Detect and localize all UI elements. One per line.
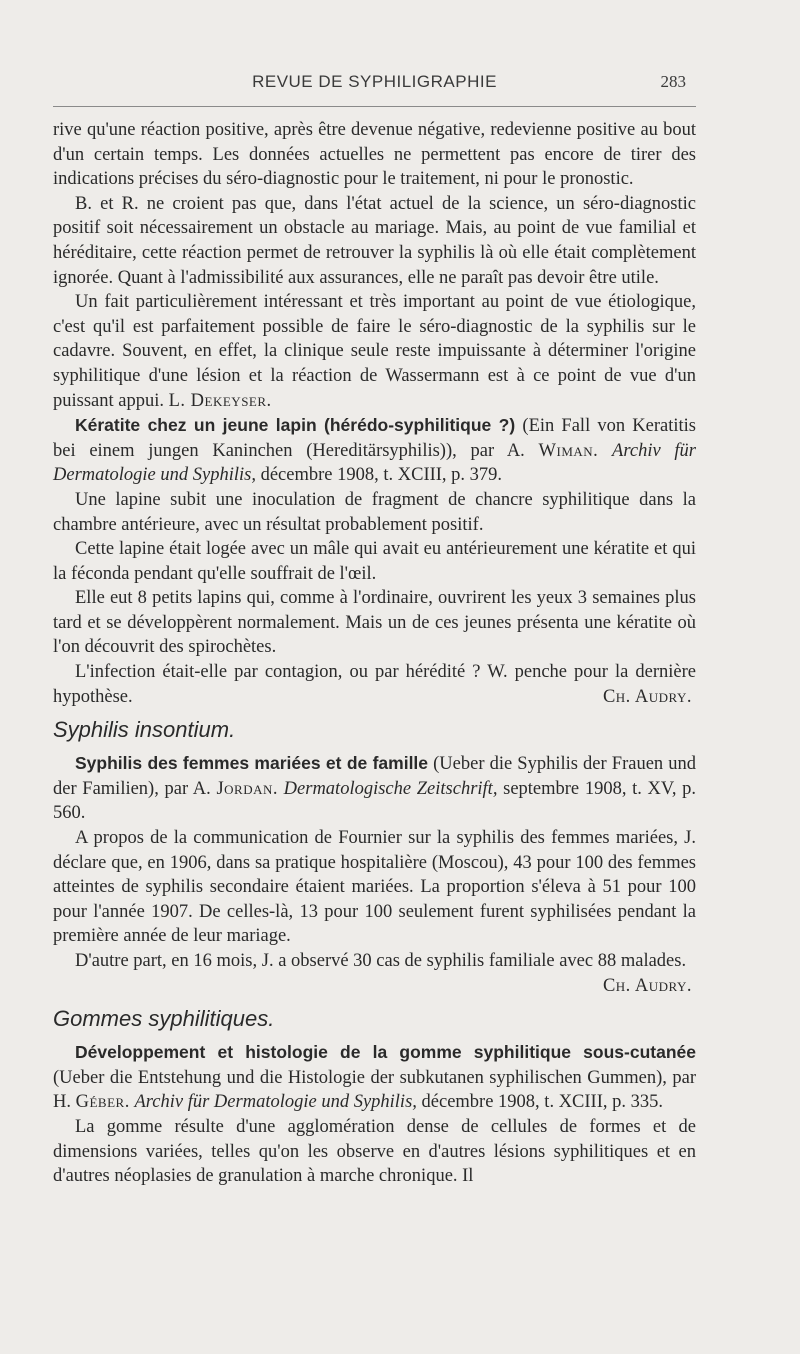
- running-title: REVUE DE SYPHILIGRAPHIE: [252, 72, 497, 91]
- keratite-journal: Archiv für Dermatologie und Syphilis,: [53, 440, 696, 486]
- intro-paragraph-3-text: Un fait particulièrement intéressant et très important au point de vue étiologique, c'est qu'il est parfaitement possible de faire le séro-diagnostic de la syphilis sur le cadavre. Souvent, en effet, la clinique seule reste impuissante à déterminer l'origine syphilitique d'une lésion et la réaction de Wassermann est à ce point de vue d'un puissant appui.: [53, 292, 696, 411]
- gomme-journal: Archiv für Dermatologie und Syphilis,: [134, 1092, 417, 1113]
- keratite-citation: (Ein Fall von Keratitis bei einem jungen Kaninchen (Hereditärsyphilis)), par A.: [53, 416, 697, 461]
- femmes-paragraph-1: A propos de la communication de Fournier sur la syphilis des femmes mariées, J. déclare que, en 1906, dans sa pratique hospitalière (Moscou), 43 pour 100 des femmes atteintes de syphilis secondaire étaient mariées. La proportion s'éleva à 51 pour 100 pour l'année 1907. De celles-là, 13 pour 100 seulement furent syphilisées pendant la première année de leur mariage.: [53, 828, 696, 947]
- gomme-citation-end: décembre 1908, t. XCIII, p. 335.: [421, 1092, 663, 1113]
- femmes-title: Syphilis des femmes mariées et de famille: [75, 753, 429, 774]
- keratite-author: Wiman.: [538, 440, 599, 461]
- femmes-journal: Dermatologische Zeitschrift,: [283, 778, 498, 799]
- keratite-title: Kératite chez un jeune lapin (hérédo-syphilitique ?): [75, 415, 516, 436]
- section-heading-insontium: Syphilis insontium.: [53, 717, 236, 743]
- gomme-citation: (Ueber die Entstehung und die Histologie der subkutanen syphilischen Gummen), par H.: [53, 1067, 696, 1113]
- intro-signature: L. Dekeyser.: [168, 390, 272, 411]
- keratite-paragraph-1: Une lapine subit une inoculation de fragment de chancre syphilitique dans la chambre antérieure, avec un résultat probablement positif.: [53, 489, 696, 535]
- gomme-heading: [53, 1040, 696, 1115]
- femmes-paragraph-2-text: D'autre part, en 16 mois, J. a observé 30 cas de syphilis familiale avec 88 malades.: [75, 951, 687, 971]
- intro-paragraph-1: rive qu'une réaction positive, après être devenue négative, redevienne positive au bout d'un certain temps. Les données actuelles ne permettent pas encore de tirer des indications précises du séro-diagnostic pour le traitement, ni pour le pronostic.: [53, 120, 696, 190]
- page-header: [53, 72, 696, 100]
- femmes-heading: [53, 751, 696, 826]
- keratite-heading: [53, 413, 696, 488]
- gomme-title: Développement et histologie de la gomme syphilitique sous-cutanée: [75, 1042, 696, 1063]
- femmes-paragraph-2: [53, 949, 696, 996]
- intro-paragraph-2: B. et R. ne croient pas que, dans l'état actuel de la science, un séro-diagnostic positif soit nécessairement un obstacle au mariage. Mais, au point de vue familial et héréditaire, cette réaction permet de retrouver la syphilis là où elle était complètement ignorée. Quant à l'admissibilité aux assurances, elle ne paraît pas devoir être utile.: [53, 193, 696, 288]
- femmes-signature: Ch. Audry.: [602, 975, 692, 996]
- keratite-paragraph-4: [53, 660, 696, 709]
- page-body: [53, 118, 696, 1189]
- femmes-author: Jordan.: [216, 778, 278, 799]
- femmes-citation-end: septembre 1908, t. XV, p. 560.: [53, 778, 697, 824]
- page-number: 283: [660, 72, 686, 91]
- section-heading-gommes: Gommes syphilitiques.: [53, 1006, 275, 1032]
- header-rule: [53, 106, 696, 107]
- femmes-citation: (Ueber die Syphilis der Frauen und der Familien), par A.: [53, 754, 697, 799]
- keratite-paragraph-2: Cette lapine était logée avec un mâle qui avait eu antérieurement une kératite et qui la féconda pendant qu'elle souffrait de l'œil.: [53, 539, 696, 584]
- intro-paragraph-3: [53, 290, 696, 413]
- keratite-citation-end: décembre 1908, t. XCIII, p. 379.: [260, 465, 503, 486]
- keratite-signature: Ch. Audry.: [602, 686, 692, 707]
- keratite-paragraph-4-text: L'infection était-elle par contagion, ou par hérédité ? W. penche pour la dernière hypothèse.: [53, 662, 696, 707]
- gomme-author: Géber.: [75, 1092, 130, 1113]
- gomme-paragraph-1: La gomme résulte d'une agglomération dense de cellules de formes et de dimensions variées, telles qu'on les observe en d'autres lésions syphilitiques et en d'autres néoplasies de granulation à marche chronique. Il: [53, 1116, 696, 1187]
- keratite-paragraph-3: Elle eut 8 petits lapins qui, comme à l'ordinaire, ouvrirent les yeux 3 semaines plus tard et se développèrent normalement. Mais un de ces jeunes présenta une kératite où l'on découvrit des spirochètes.: [53, 588, 696, 658]
